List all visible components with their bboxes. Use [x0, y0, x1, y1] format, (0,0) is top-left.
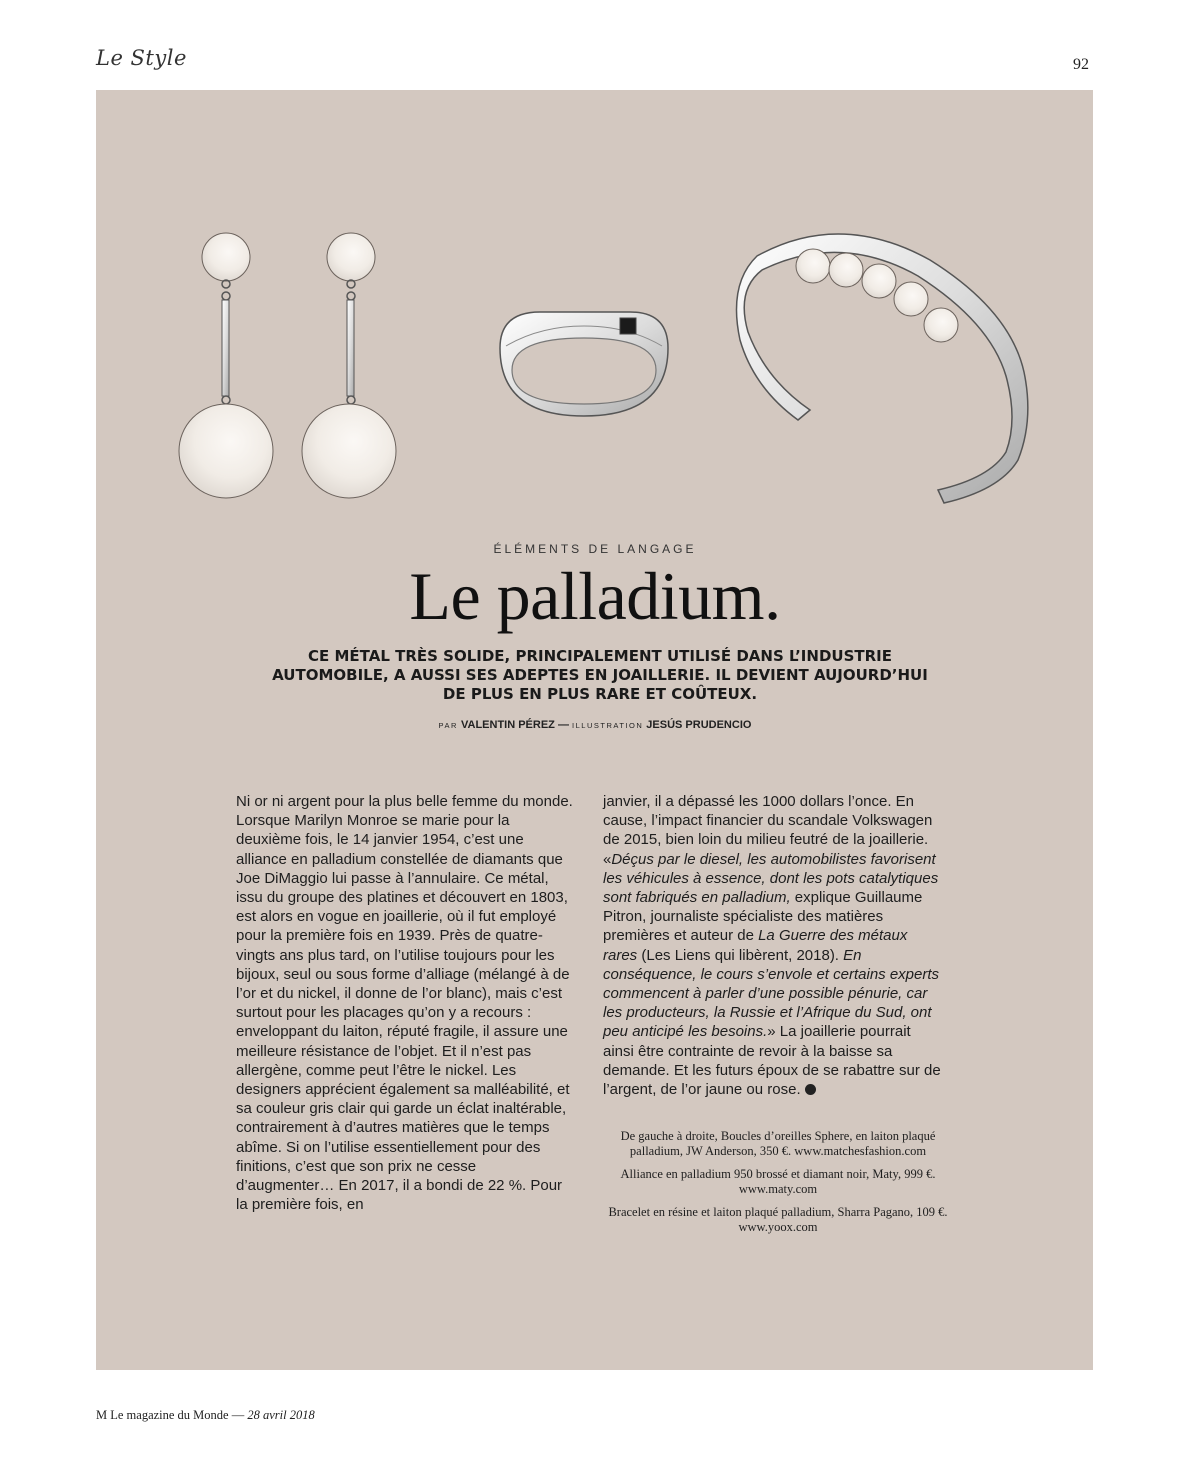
earring-left [179, 233, 273, 498]
body-text: » La joaillerie pourrait ainsi être contrainte de revoir à la baisse sa demande. Et les futurs époux de se rabattre sur de l’argent, de l’or jaune ou rose. [603, 1023, 941, 1099]
article-column-2 [603, 792, 943, 1099]
footer-publication: M Le magazine du Monde — [96, 1408, 245, 1422]
product-captions [603, 1129, 953, 1243]
earring-right [302, 233, 396, 498]
footer-date: 28 avril 2018 [247, 1408, 315, 1422]
ring [500, 312, 668, 416]
body-paragraph-1: Ni or ni argent pour la plus belle femme du monde. Lorsque Marilyn Monroe se marie pour la deuxième fois, le 14 janvier 1954, c’est une alliance en palladium constellée de diamants que Joe DiMaggio lui passe à l’annulaire. Ce métal, issu du groupe des platines et découvert en 1803, est alors en vogue en joaillerie, où il fut employé pour la première fois en 1939. Près de quatre-vingts ans plus tard, on l’utilise toujours pour les bijoux, seul ou sous forme d’alliage (mélangé à de l’or et du nickel, il donne de l’or blanc), mais c’est surtout pour les placages qu’on y a recours : enveloppant du laiton, réputé fragile, il assure une meilleure résistance de l’objet. Et il n’est pas allergène, comme peut l’être le nickel. Les designers apprécient également sa malléabilité, et sa couleur gris clair qui garde un éclat inaltérable, contrairement à d’autres matières que le temps abîme. Si on l’utilise essentiellement pour des finitions, c’est que son prix ne cesse d’augmenter… En 2017, il a bondi de 22 %. Pour la première fois, en [236, 793, 573, 1214]
byline-author: VALENTIN PÉREZ — [460, 719, 569, 731]
article-standfirst: CE MÉTAL TRÈS SOLIDE, PRINCIPALEMENT UTILISÉ DANS L’INDUSTRIE AUTOMOBILE, A AUSSI SES ADEPTES EN JOAILLERIE. IL DEVIENT AUJOURD’HUI DE PLUS EN PLUS RARE ET COÛTEUX. [272, 647, 928, 703]
caption-earrings: De gauche à droite, Boucles d’oreilles Sphere, en laiton plaqué palladium, JW Anderson, 350 €. www.matchesfashion.com [620, 1129, 936, 1158]
page-number: 92 [1073, 56, 1089, 73]
body-text: explique Guillaume Pitron, journaliste spécialiste des matières premières et auteur de [603, 889, 923, 945]
article-title: Le palladium. [409, 558, 781, 634]
body-text: janvier, il a dépassé les 1000 dollars l’once. En cause, l’impact financier du scandale Volkswagen de 2015, bien loin du milieu feutré de la joaillerie. « [603, 793, 933, 868]
quote-italic: Déçus par le diesel, les automobilistes favorisent les véhicules à essence, dont les pots catalytiques sont fabriqués en palladium, [603, 850, 939, 907]
page-footer [96, 1408, 315, 1423]
quote-italic: En conséquence, le cours s’envole et certains experts commencent à parler d’une possible pénurie, car les producteurs, la Russie et l’Afrique du Sud, ont peu anticipé les besoins. [603, 946, 940, 1041]
book-title: La Guerre des métaux rares [603, 927, 908, 964]
article-kicker: ÉLÉMENTS DE LANGAGE [493, 542, 697, 556]
body-paragraph-2 [603, 792, 943, 1099]
byline-illustration: ILLUSTRATION [572, 721, 644, 730]
byline-par: PAR [438, 721, 458, 730]
byline-illustrator: JESÚS PRUDENCIO [646, 719, 752, 731]
byline [0, 719, 1190, 731]
end-mark-icon [805, 1084, 816, 1095]
bracelet [736, 234, 1027, 503]
article-column-1 [236, 792, 576, 1214]
body-text: (Les Liens qui libèrent, 2018). [637, 946, 844, 964]
caption-ring: Alliance en palladium 950 brossé et diamant noir, Maty, 999 €. www.maty.com [620, 1167, 936, 1196]
caption-bracelet: Bracelet en résine et laiton plaqué palladium, Sharra Pagano, 109 €. www.yoox.com [608, 1205, 948, 1234]
section-logo: Le Style [96, 46, 187, 70]
